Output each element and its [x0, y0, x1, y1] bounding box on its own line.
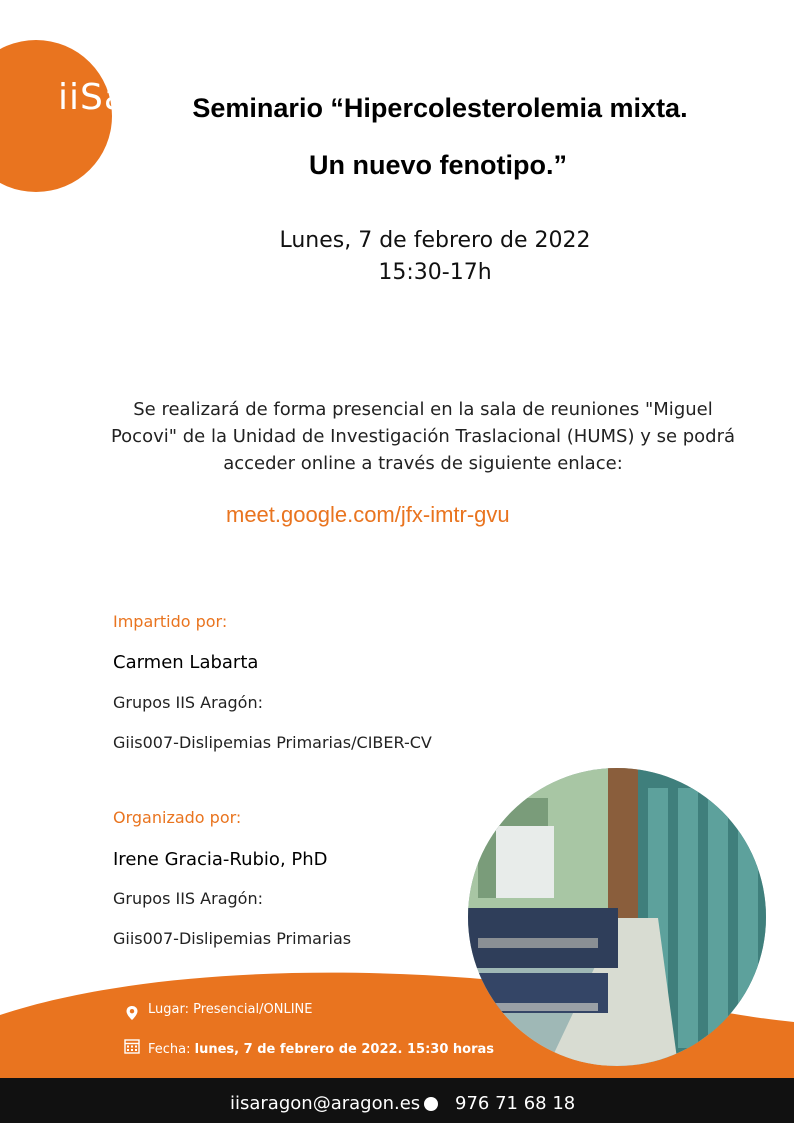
organizer-label: Organizado por: — [113, 808, 242, 827]
organizer-group: Giis007-Dislipemias Primarias — [113, 929, 352, 948]
calendar-icon — [124, 1038, 140, 1054]
seminar-title-line2: Un nuevo fenotipo.” — [309, 150, 567, 180]
contact-email[interactable]: iisaragon@aragon.es — [230, 1093, 421, 1114]
logo-text: iiSa — [58, 77, 127, 118]
seminar-title-line1: Seminario “Hipercolesterolemia mixta. — [192, 93, 688, 123]
place-value: Presencial/ONLINE — [193, 1002, 313, 1017]
separator-bullet — [424, 1097, 438, 1111]
speaker-name: Carmen Labarta — [113, 652, 259, 673]
event-time: 15:30-17h — [378, 260, 492, 285]
organizer-name: Irene Gracia-Rubio, PhD — [113, 849, 328, 870]
speaker-group-label: Grupos IIS Aragón: — [113, 693, 263, 712]
contact-phone[interactable]: 976 71 68 18 — [455, 1093, 576, 1114]
organizer-group-label: Grupos IIS Aragón: — [113, 889, 263, 908]
date-value: lunes, 7 de febrero de 2022. 15:30 horas — [194, 1042, 495, 1057]
location-pin-icon — [124, 1005, 140, 1021]
place-label: Lugar: — [148, 1002, 189, 1017]
speaker-label: Impartido por: — [113, 612, 228, 631]
classroom-photo — [468, 768, 766, 1066]
footer-date — [148, 1042, 494, 1057]
meeting-link[interactable]: meet.google.com/jfx-imtr-gvu — [226, 502, 510, 527]
footer-place — [148, 1002, 312, 1017]
date-label: Fecha: — [148, 1042, 191, 1057]
event-date: Lunes, 7 de febrero de 2022 — [279, 228, 591, 253]
speaker-group: Giis007-Dislipemias Primarias/CIBER-CV — [113, 733, 432, 752]
event-description: Se realizará de forma presencial en la sala de reuniones "Miguel Pocovi" de la Unidad de Investigación Traslacional (HUMS) y se podrá acceder online a través de siguiente enlace: — [110, 399, 736, 474]
